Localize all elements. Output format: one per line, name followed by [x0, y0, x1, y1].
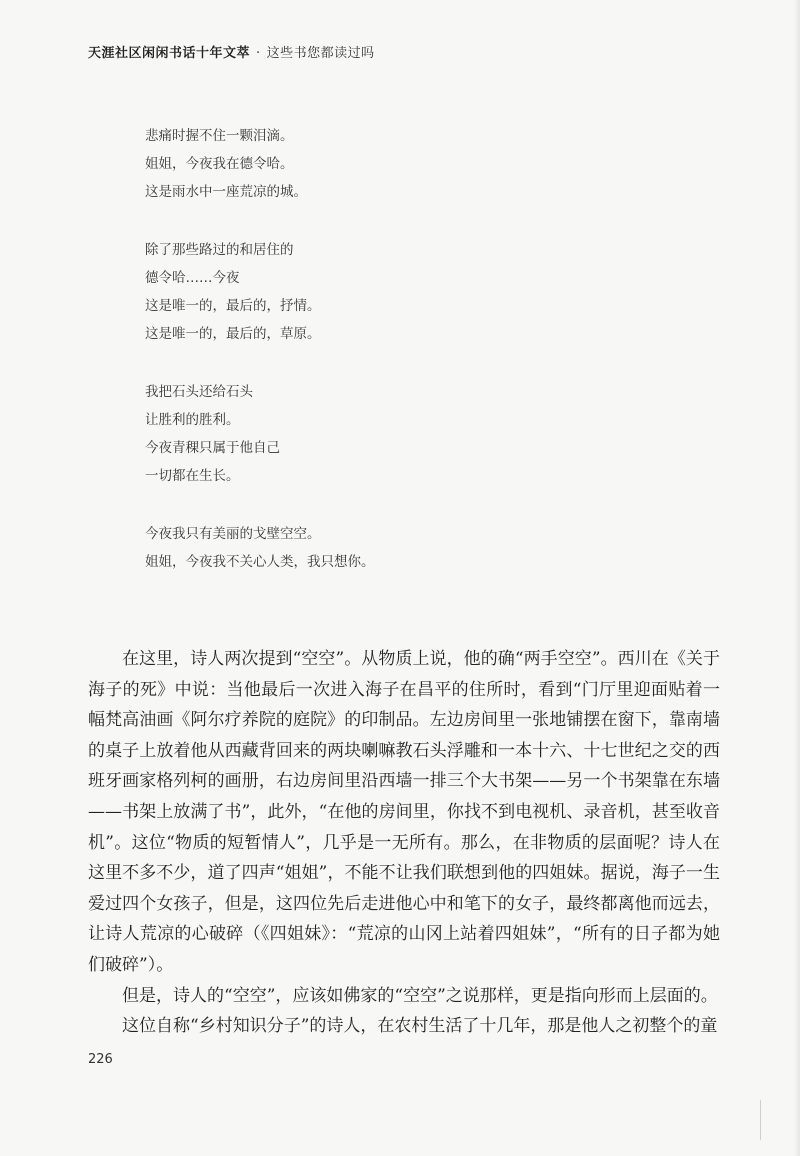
poem-line: 悲痛时握不住一颗泪滴。	[145, 128, 294, 144]
scan-mark	[760, 1100, 761, 1140]
body-paragraph: 但是，诗人的“空空”，应该如佛家的“空空”之说那样，更是指向形而上层面的。	[122, 985, 718, 1006]
poem-line: 德令哈……今夜	[145, 270, 240, 286]
poem-line: 姐姐，今夜我不关心人类，我只想你。	[145, 554, 375, 570]
poem-line: 姐姐，今夜我在德令哈。	[145, 156, 294, 172]
poem-line: 除了那些路过的和居住的	[145, 242, 294, 258]
poem-line: 一切都在生长。	[145, 468, 240, 484]
poem-stanza	[145, 378, 375, 490]
body-paragraph: 这位自称“乡村知识分子”的诗人，在农村生活了十几年，那是他人之初整个的童	[122, 1016, 718, 1037]
scan-edge-shadow	[794, 0, 800, 1156]
header-separator: ·	[256, 46, 261, 61]
poem-line: 这是唯一的，最后的，抒情。	[145, 298, 321, 314]
poem-stanza	[145, 122, 375, 206]
book-title: 天涯社区闲闲书话十年文萃	[88, 46, 251, 61]
poem-line: 这是雨水中一座荒凉的城。	[145, 184, 307, 200]
running-header	[88, 42, 375, 61]
poem-line: 今夜青稞只属于他自己	[145, 440, 280, 456]
poem-line: 我把石头还给石头	[145, 384, 253, 400]
poem-stanza	[145, 236, 375, 348]
poem-stanza	[145, 520, 375, 576]
page-number: 226	[88, 1052, 113, 1067]
body-text	[88, 644, 720, 1042]
poem-line: 今夜我只有美丽的戈壁空空。	[145, 526, 321, 542]
poem-excerpt	[145, 122, 375, 576]
section-title: 这些书您都读过吗	[266, 46, 375, 61]
poem-line: 这是唯一的，最后的，草原。	[145, 326, 321, 342]
poem-line: 让胜利的胜利。	[145, 412, 240, 428]
body-paragraph: 在这里，诗人两次提到“空空”。从物质上说，他的确“两手空空”。西川在《关于海子的死》中说：当他最后一次进入海子在昌平的住所时，看到“门厅里迎面贴着一幅梵高油画《阿尔疗养院的庭院》的印制品。左边房间里一张地铺摆在窗下，靠南墙的桌子上放着他从西藏背回来的两块喇嘛教石头浮雕和一本十六、十七世纪之交的西班牙画家格列柯的画册，右边房间里沿西墙一排三个大书架——另一个书架靠在东墙——书架上放满了书”，此外，“在他的房间里，你找不到电视机、录音机，甚至收音机”。这位“物质的短暂情人”，几乎是一无所有。那么，在非物质的层面呢？诗人在这里不多不少，道了四声“姐姐”，不能不让我们联想到他的四姐妹。据说，海子一生爱过四个女孩子，但是，这四位先后走进他心中和笔下的女子，最终都离他而远去，让诗人荒凉的心破碎（《四姐妹》：“荒凉的山冈上站着四姐妹”，“所有的日子都为她们破碎”）。	[88, 649, 720, 975]
